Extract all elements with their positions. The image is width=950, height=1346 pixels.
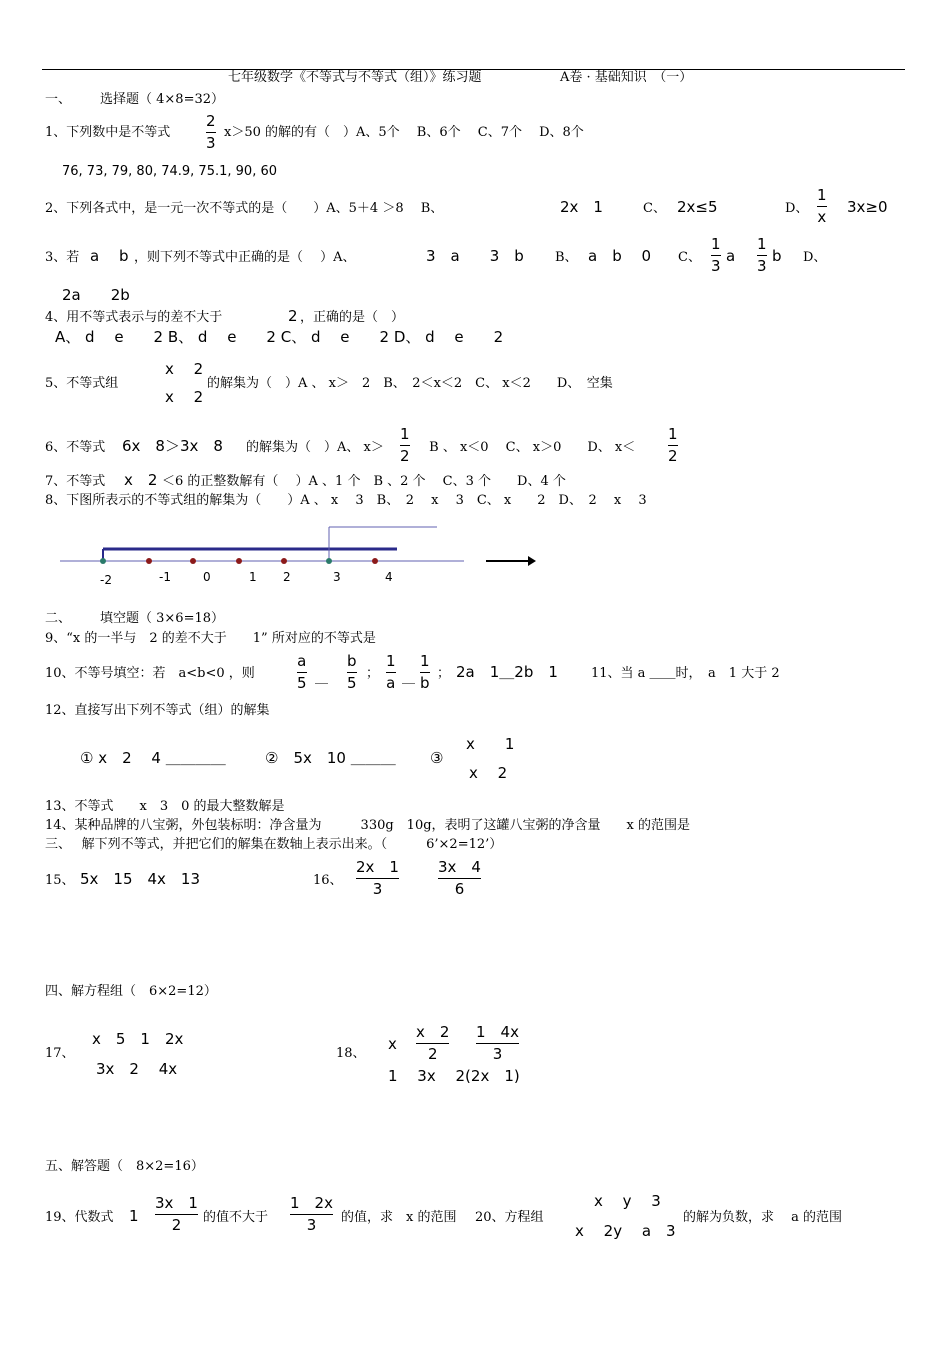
point-4 bbox=[372, 558, 378, 564]
q3-stem: ，则下列不等式中正确的是（ ）A、 bbox=[134, 250, 356, 265]
q5-stem: 5、不等式组 bbox=[45, 376, 119, 391]
q19-den-1: 2 bbox=[171, 1216, 182, 1234]
q13-text: 13、不等式 x 3 0 的最大整数解是 bbox=[45, 799, 285, 814]
q20-line1: x y 3 bbox=[594, 1192, 661, 1210]
q3-fraction-1 bbox=[711, 237, 721, 274]
q10-den: 5 bbox=[297, 674, 307, 692]
page-title: 七年级数学《不等式与不等式（组）》练习题 bbox=[228, 70, 482, 85]
q6-den-a: 2 bbox=[400, 447, 410, 465]
q17-label: 17、 bbox=[45, 1046, 75, 1061]
q1-denominator: 3 bbox=[206, 134, 216, 152]
q5-system-line1: x 2 bbox=[165, 360, 204, 378]
q12-part3-line1: x 1 bbox=[466, 735, 515, 753]
q3-b-label: B、 bbox=[555, 250, 578, 265]
q5-system-line2: x 2 bbox=[165, 388, 204, 406]
q2-option-c: 2x≤5 bbox=[677, 198, 718, 216]
q10-fraction-a5 bbox=[297, 654, 307, 691]
q18-fraction-2 bbox=[476, 1025, 519, 1062]
q7-expression: x 2 bbox=[124, 471, 158, 489]
section2-label: 二、 bbox=[45, 611, 72, 626]
q18-den-1: 2 bbox=[427, 1045, 438, 1063]
q6-expression: 6x 8＞3x 8 bbox=[122, 437, 223, 455]
q6-prefix: 6、不等式 bbox=[45, 440, 106, 455]
q10-den: 5 bbox=[347, 674, 357, 692]
q19-one: 1 bbox=[129, 1207, 139, 1225]
q2-d-label: D、 bbox=[785, 201, 809, 216]
q20-line2: x 2y a 3 bbox=[575, 1222, 676, 1240]
q3-option-b: a b 0 bbox=[588, 247, 652, 265]
point-neg1 bbox=[146, 558, 152, 564]
q19-num-1: 3x 1 bbox=[155, 1194, 198, 1212]
q18-label: 18、 bbox=[336, 1046, 366, 1061]
q14-text: 14、某种品牌的八宝粥，外包装标明：净含量为 330g 10g，表明了这罐八宝粥的净含量 x 的范围是 bbox=[45, 818, 691, 833]
q2-stem: 2、下列各式中，是一元一次不等式的是（ ）A、5＋4 ＞8 B、 bbox=[45, 201, 444, 216]
q16-label: 16、 bbox=[313, 873, 343, 888]
q3-condition: a b bbox=[90, 247, 129, 265]
tick-label: 2 bbox=[283, 570, 291, 584]
q1-number-list: 76, 73, 79, 80, 74.9, 75.1, 90, 60 bbox=[62, 164, 277, 179]
q2-option-b: 2x 1 bbox=[560, 198, 603, 216]
q10-separator: ； bbox=[366, 666, 380, 681]
tick-label: 4 bbox=[385, 570, 393, 584]
q3-option-a: 3 a 3 b bbox=[426, 247, 524, 265]
section1-label: 一、 bbox=[45, 92, 72, 107]
q16-num-1: 2x 1 bbox=[356, 858, 399, 876]
q2-denominator: x bbox=[817, 208, 827, 226]
point-2 bbox=[281, 558, 287, 564]
q6-num-a: 1 bbox=[400, 425, 410, 443]
section1-title: 选择题（ 4×8=32） bbox=[100, 92, 225, 107]
page-subtitle: A卷 · 基础知识 （一） bbox=[560, 70, 693, 85]
q7-options: ＜6 的正整数解有（ ）A 、1 个 B 、2 个 C、3 个 D、4 个 bbox=[162, 474, 566, 489]
q19-fraction-1 bbox=[155, 1196, 198, 1233]
q1-numerator: 2 bbox=[206, 112, 216, 130]
q10-separator-2: ； bbox=[437, 666, 451, 681]
q3-num-1: 1 bbox=[711, 235, 721, 253]
tick-label: -2 bbox=[100, 573, 112, 587]
section5-title: 五、解答题（ 8×2=16） bbox=[45, 1159, 204, 1174]
section4-title: 四、解方程组（ 6×2=12） bbox=[45, 984, 217, 999]
q16-num-2: 3x 4 bbox=[438, 858, 481, 876]
q19-mid: 的值不大于 bbox=[203, 1210, 269, 1225]
q16-den-1: 3 bbox=[372, 880, 383, 898]
q3-fraction-2 bbox=[757, 237, 767, 274]
q3-c-a: a bbox=[726, 247, 736, 265]
q18-den-2: 3 bbox=[492, 1045, 503, 1063]
q1-fraction bbox=[206, 114, 216, 151]
q6-fraction-a bbox=[400, 427, 410, 464]
tick-label: 1 bbox=[249, 570, 257, 584]
q4-options: A、 d e 2 B、 d e 2 C、 d e 2 D、 d e 2 bbox=[55, 328, 504, 346]
q3-c-b: b bbox=[772, 247, 782, 265]
q4-value: 2 bbox=[288, 307, 298, 325]
q15-label: 15、 bbox=[45, 873, 75, 888]
point-3 bbox=[326, 558, 332, 564]
q10-expression: 2a 1＿2b 1 bbox=[456, 663, 558, 681]
q3-c-label: C、 bbox=[678, 250, 701, 265]
q12-part2: ② 5x 10 ＿＿＿ bbox=[265, 749, 396, 767]
q9-text: 9、“x 的一半与 2 的差不大于 1” 所对应的不等式是 bbox=[45, 631, 376, 646]
q3-d-label: D、 bbox=[803, 250, 827, 265]
q3-prefix: 3、若 bbox=[45, 250, 80, 265]
q10-num: b bbox=[347, 652, 357, 670]
q10-den: b bbox=[420, 674, 430, 692]
q1-prefix: 1、下列数中是不等式 bbox=[45, 125, 171, 140]
q18-x: x bbox=[388, 1035, 397, 1053]
q17-line1: x 5 1 2x bbox=[92, 1030, 184, 1048]
number-line-figure bbox=[40, 520, 540, 590]
q6-options-bcd: B 、 x＜0 C、 x＞0 D、 x＜ bbox=[412, 440, 636, 455]
section3-title: 三、 解下列不等式，并把它们的解集在数轴上表示出来。（ 6’×2=12’） bbox=[45, 837, 503, 852]
q8-stem: 8、下图所表示的不等式组的解集为（ ）A 、 x 3 B、 2 x 3 C、 x 2 D、 2 x 3 bbox=[45, 493, 647, 508]
q7-prefix: 7、不等式 bbox=[45, 474, 106, 489]
q10-fraction-1b bbox=[420, 654, 430, 691]
q18-line2: 1 3x 2(2x 1) bbox=[388, 1067, 520, 1085]
q6-options-a: 的解集为（ ）A、 x＞ bbox=[246, 440, 384, 455]
q19-end: 的值，求 x 的范围 bbox=[341, 1210, 457, 1225]
q4-stem: 4、用不等式表示与的差不大于 bbox=[45, 310, 223, 325]
q5-options: 的解集为（ ）A 、 x＞ 2 B、 2＜x＜2 C、 x＜2 D、 空集 bbox=[207, 376, 613, 391]
q10-fraction-1a bbox=[386, 654, 396, 691]
q12-part3-label: ③ bbox=[430, 749, 444, 767]
q2-c-label: C、 bbox=[643, 201, 666, 216]
q19-num-2: 1 2x bbox=[290, 1194, 333, 1212]
q15-expression: 5x 15 4x 13 bbox=[80, 870, 201, 888]
tick-label: 3 bbox=[333, 570, 341, 584]
q16-fraction-2 bbox=[438, 860, 481, 897]
q3-den-1: 3 bbox=[711, 257, 721, 275]
q20-end: 的解为负数，求 a 的范围 bbox=[683, 1210, 843, 1225]
q16-fraction-1 bbox=[356, 860, 399, 897]
point-1 bbox=[236, 558, 242, 564]
q6-fraction-d bbox=[668, 427, 678, 464]
q11-text: 11、当 a ＿＿时， a 1 大于 2 bbox=[591, 666, 780, 681]
tick-label: 0 bbox=[203, 570, 211, 584]
q3-option-d: 2a 2b bbox=[62, 286, 130, 304]
q10-blank-2[interactable]: ＿ bbox=[402, 671, 416, 686]
q12-part1: ① x 2 4 ＿＿＿＿ bbox=[80, 749, 226, 767]
q1-options: x＞50 的解的有（ ）A、5个 B、6个 C、7个 D、8个 bbox=[224, 125, 584, 140]
q10-prefix: 10、不等号填空：若 a<b<0 ，则 bbox=[45, 666, 255, 681]
q10-num: 1 bbox=[420, 652, 430, 670]
tick-label: -1 bbox=[159, 570, 171, 584]
q18-num-1: x 2 bbox=[416, 1023, 450, 1041]
q2-fraction bbox=[817, 188, 827, 225]
q17-line2: 3x 2 4x bbox=[96, 1060, 178, 1078]
point-0 bbox=[190, 558, 196, 564]
q10-blank-1[interactable]: ＿ bbox=[315, 671, 329, 686]
q6-den-d: 2 bbox=[668, 447, 678, 465]
q20-label: 20、方程组 bbox=[475, 1210, 544, 1225]
q18-fraction-1 bbox=[416, 1025, 449, 1062]
section2-title: 填空题（ 3×6=18） bbox=[100, 611, 225, 626]
q16-den-2: 6 bbox=[454, 880, 465, 898]
q12-part3-line2: x 2 bbox=[469, 764, 508, 782]
q10-num: 1 bbox=[386, 652, 396, 670]
q12-stem: 12、直接写出下列不等式（组）的解集 bbox=[45, 703, 270, 718]
q10-num: a bbox=[297, 652, 307, 670]
q10-fraction-b5 bbox=[347, 654, 357, 691]
q4-stem-end: ，正确的是（ ） bbox=[300, 310, 405, 325]
q2-numerator: 1 bbox=[817, 186, 827, 204]
q10-den: a bbox=[386, 674, 396, 692]
q19-den-2: 3 bbox=[306, 1216, 317, 1234]
q19-label: 19、代数式 bbox=[45, 1210, 114, 1225]
q3-den-2: 3 bbox=[757, 257, 767, 275]
q6-num-d: 1 bbox=[668, 425, 678, 443]
arrow-head-icon bbox=[528, 556, 536, 566]
point-neg2 bbox=[100, 558, 106, 564]
q3-num-2: 1 bbox=[757, 235, 767, 253]
q2-option-d: 3x≥0 bbox=[847, 198, 888, 216]
q19-fraction-2 bbox=[290, 1196, 333, 1233]
q18-num-2: 1 4x bbox=[476, 1023, 519, 1041]
